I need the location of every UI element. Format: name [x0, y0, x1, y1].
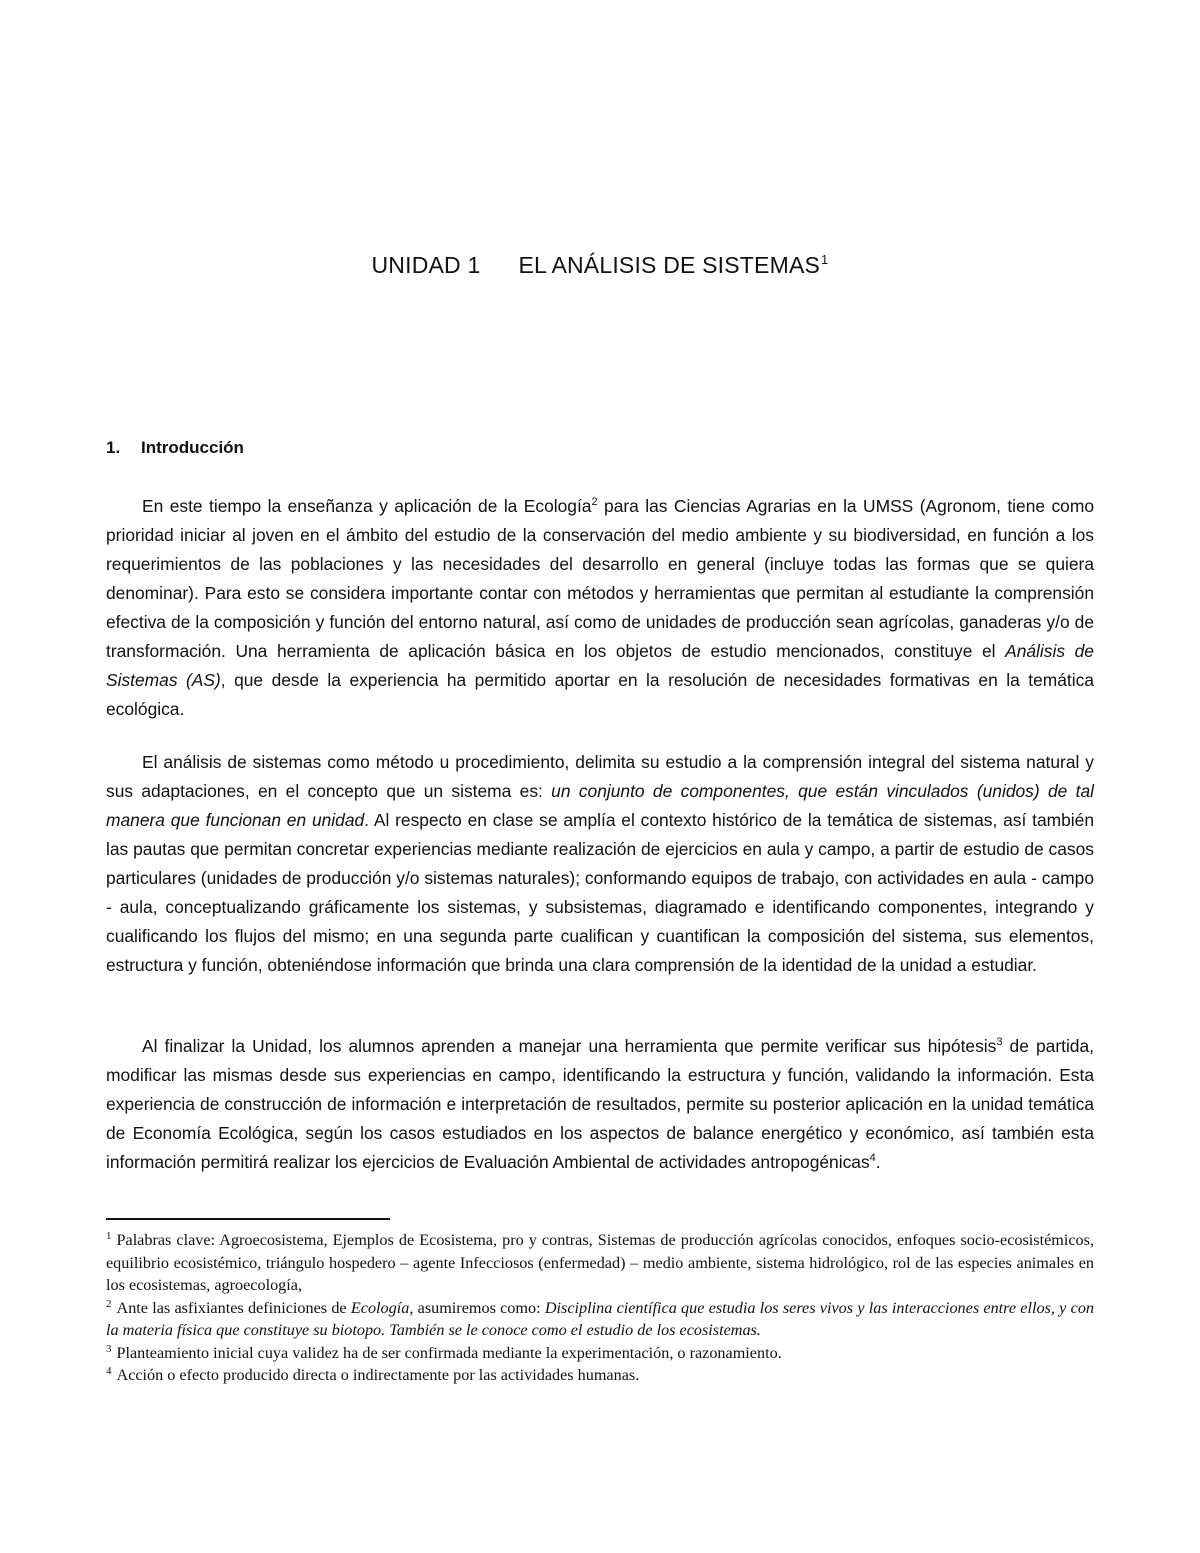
- paragraph-intro: [106, 492, 1094, 724]
- section-number: 1.: [106, 438, 121, 457]
- footnote-mark: 3: [106, 1342, 112, 1355]
- footnote-4: [106, 1364, 1094, 1387]
- footnote-1: [106, 1229, 1094, 1297]
- paragraph-text: , que desde la experiencia ha permitido aportar en la resolución de necesidades formativas en la temática ecológica.: [106, 670, 1094, 719]
- footnote-ref-4[interactable]: 4: [869, 1152, 876, 1164]
- footnote-mark: 2: [106, 1297, 112, 1310]
- footnote-3: [106, 1342, 1094, 1365]
- footnote-text: Ante las asfixiantes definiciones de: [116, 1298, 351, 1317]
- footnote-text: Planteamiento inicial cuya validez ha de ser confirmada mediante la experimentación, o razonamiento.: [116, 1343, 782, 1362]
- unit-title: EL ANÁLISIS DE SISTEMAS: [518, 252, 821, 278]
- footnote-text: Acción o efecto producido directa o indirectamente por las actividades humanas.: [116, 1366, 640, 1384]
- paragraph-text: .: [875, 1152, 881, 1172]
- unit-label: UNIDAD 1: [371, 252, 481, 278]
- section-heading: [106, 438, 244, 458]
- paragraph-systems-analysis: [106, 748, 1094, 980]
- paragraph-text: El análisis de sistemas como método u procedimiento, delimita su estudio a la comprensión integral del sistema natural y sus adaptaciones, en el concepto que un sistema es:: [106, 752, 1094, 801]
- paragraph-unit-outcome: [106, 1032, 1094, 1177]
- page-title: [0, 252, 1200, 279]
- paragraph-text: En este tiempo la enseñanza y aplicación de la Ecología: [142, 496, 592, 516]
- paragraph-text: . Al respecto en clase se amplía el contexto histórico de la temática de sistemas, así también las pautas que permitan concretar experiencias mediante realización de ejercicios en aula y campo, a partir de estudio de casos particulares (unidades de producción y/o sistemas naturales); conformando equipos de trabajo, con actividades en aula - campo - aula, conceptualizando gráficamente los sistemas, y subsistemas, diagramado e identificando componentes, integrando y cualificando los flujos del mismo; en una segunda parte cualifican y cuantifican la composición del sistema, sus elementos, estructura y función, obteniéndose información que brinda una clara comprensión de la identidad de la unidad a estudiar.: [106, 810, 1094, 975]
- footnotes: [106, 1229, 1094, 1387]
- section-title: Introducción: [141, 438, 244, 457]
- footnote-ref-3[interactable]: 3: [996, 1036, 1003, 1048]
- paragraph-text: para las Ciencias Agrarias en la UMSS (Agronom, tiene como prioridad iniciar al joven en el ámbito del estudio de la conservación del medio ambiente y su biodiversidad, en función a los requerimientos de las poblaciones y las necesidades del desarrollo en general (incluye todas las formas que se quiera denominar). Para esto se considera importante contar con métodos y herramientas que permitan al estudiante la comprensión efectiva de la composición y función del entorno natural, así como de unidades de producción sean agrícolas, ganaderas y/o de transformación. Una herramienta de aplicación básica en los objetos de estudio mencionados, constituye el: [106, 496, 1095, 661]
- footnote-divider: [106, 1218, 390, 1220]
- footnote-mark: 1: [106, 1230, 112, 1242]
- paragraph-text: de partida, modificar las mismas desde sus experiencias en campo, identificando la estructura y función, validando la información. Esta experiencia de construcción de información e interpretación de resultados, permite su posterior aplicación en la unidad temática de Economía Ecológica, según los casos estudiados en los aspectos de balance energético y económico, así también esta información permitirá realizar los ejercicios de Evaluación Ambiental de actividades antropogénicas: [106, 1036, 1094, 1172]
- footnote-text: , asumiremos como:: [409, 1298, 545, 1317]
- footnote-emphasis: Ecología: [350, 1298, 410, 1317]
- footnote-text: Palabras clave: Agroecosistema, Ejemplos de Ecosistema, pro y contras, Sistemas de producción agrícolas conocidos, enfoques socio-ecosistémicos, equilibrio ecosistémico, triángulo hospedero – agente Infecciosos (enfermedad) – medio ambiente, sistema hidrológico, rol de las especies animales en los ecosistemas, agroecología,: [106, 1231, 1094, 1294]
- footnote-2: [106, 1297, 1094, 1342]
- emphasis-text: un conjunto de componentes, que están vinculados (unidos) de tal manera que funcionan en unidad: [106, 781, 1094, 830]
- emphasis-text: Análisis de Sistemas (AS): [106, 641, 1094, 690]
- footnote-ref-1[interactable]: 1: [821, 252, 829, 267]
- footnote-mark: 4: [106, 1365, 112, 1377]
- footnote-ref-2[interactable]: 2: [591, 496, 598, 508]
- paragraph-text: Al finalizar la Unidad, los alumnos aprenden a manejar una herramienta que permite verificar sus hipótesis: [142, 1036, 997, 1056]
- footnote-emphasis: Disciplina científica que estudia los seres vivos y las interacciones entre ellos, y con la materia física que constituye su biotopo. También se le conoce como el estudio de los ecosistemas.: [106, 1298, 1095, 1339]
